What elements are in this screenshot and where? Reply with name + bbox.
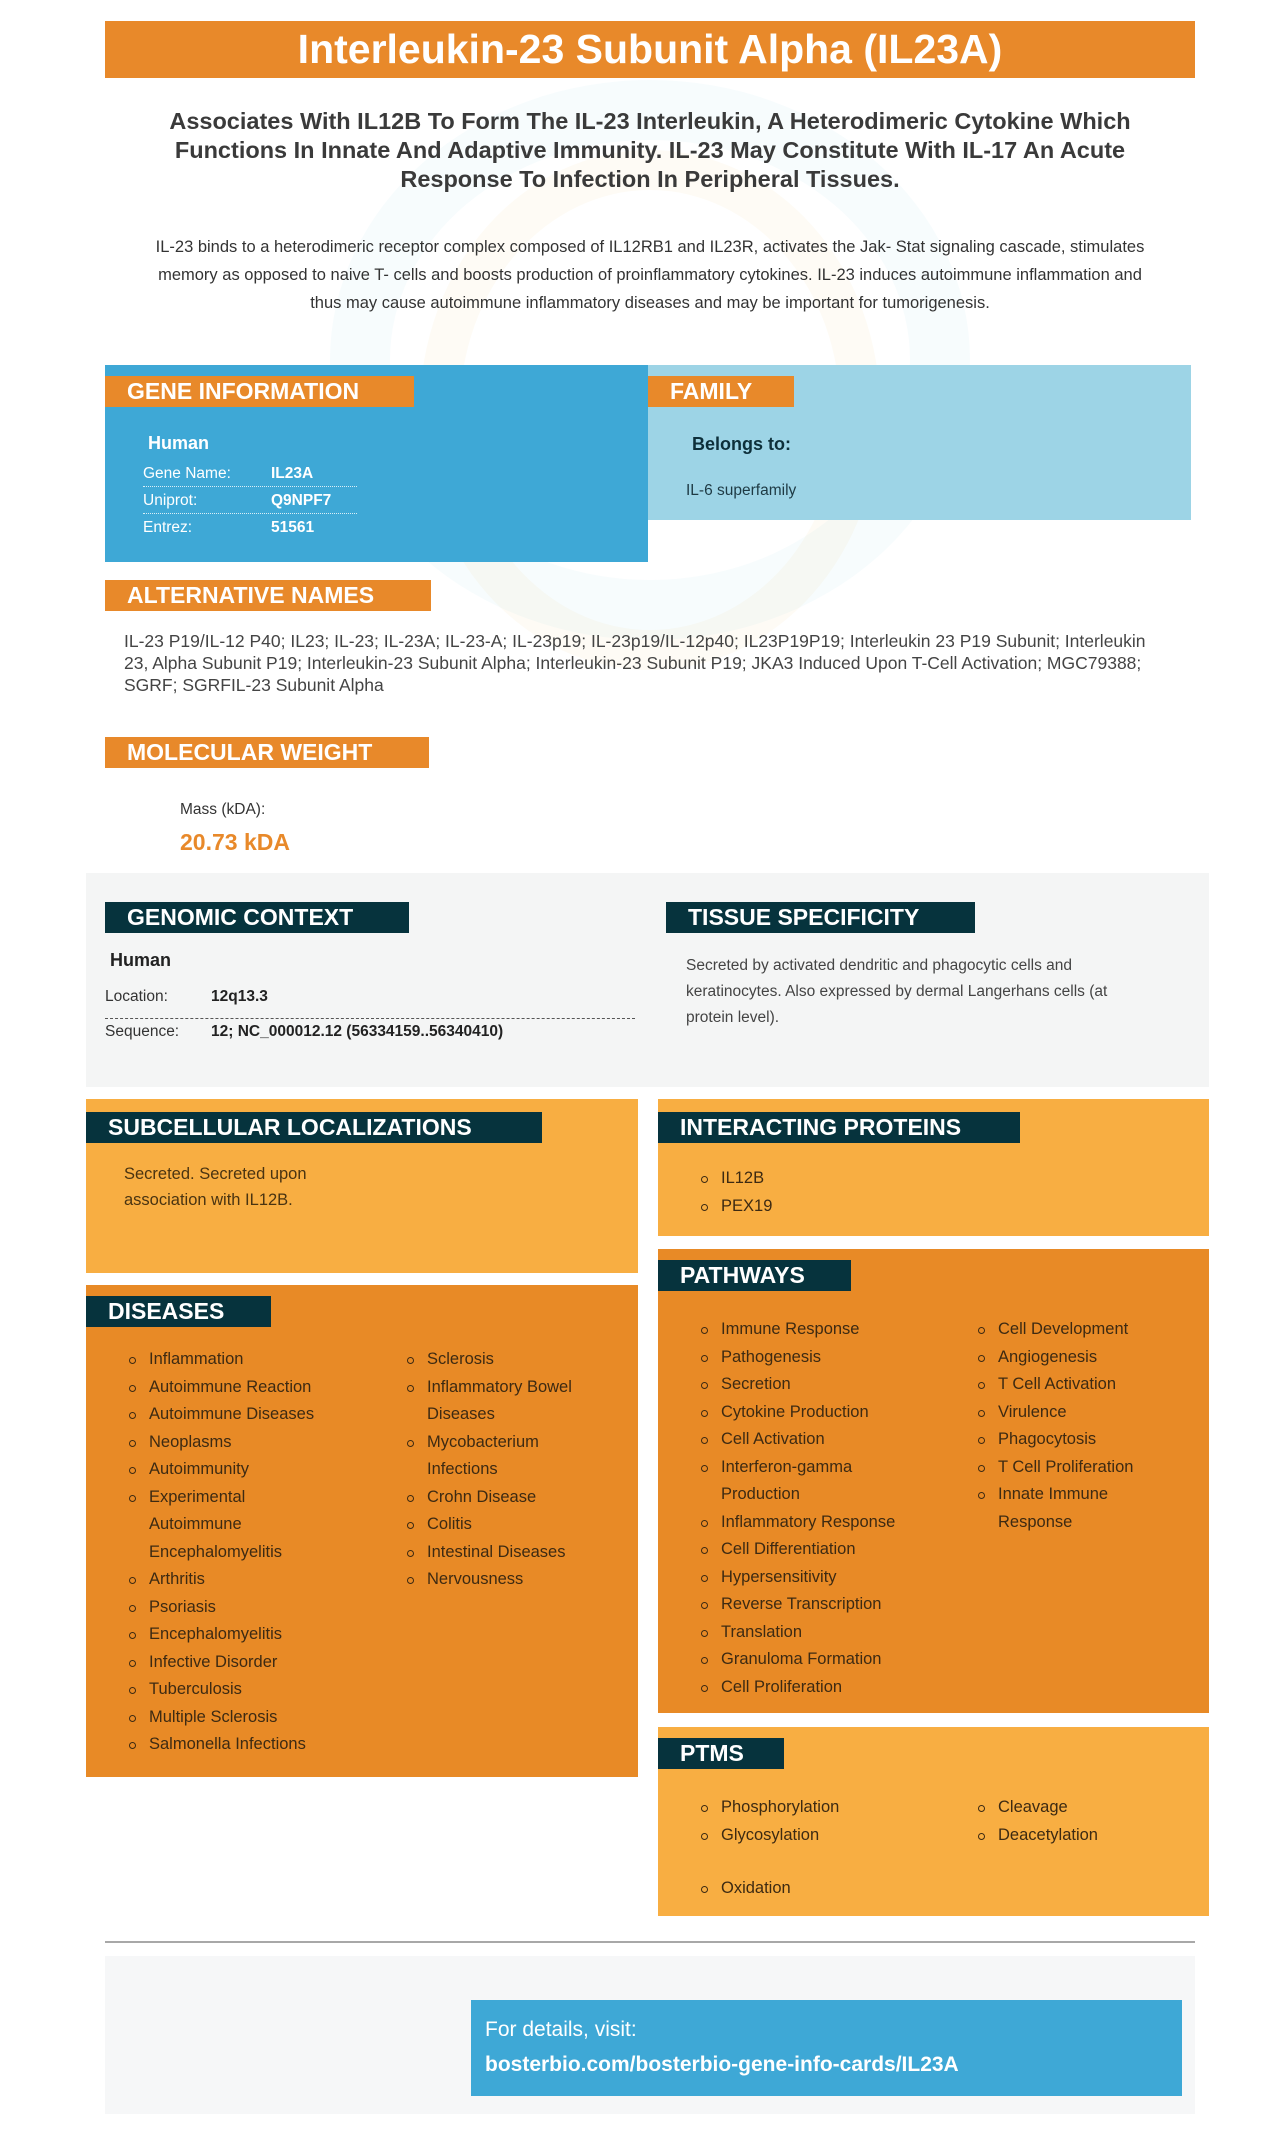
list-item: Colitis bbox=[407, 1511, 597, 1539]
list-item: Experimental Autoimmune Encephalomyelitis bbox=[129, 1484, 279, 1567]
diseases-panel bbox=[86, 1285, 638, 1777]
list-item: Translation bbox=[701, 1619, 931, 1647]
visit-link-box[interactable] bbox=[471, 2000, 1182, 2096]
mass-value: 20.73 kDA bbox=[180, 829, 290, 855]
ptms-heading: PTMS bbox=[658, 1738, 784, 1769]
list-item: Autoimmune Diseases bbox=[129, 1401, 359, 1429]
list-item: Autoimmunity bbox=[129, 1456, 359, 1484]
gene-species: Human bbox=[148, 433, 210, 453]
list-item: Interferon-gamma Production bbox=[701, 1454, 876, 1509]
sequence-value: 12; NC_000012.12 (56334159..56340410) bbox=[211, 1023, 504, 1040]
divider bbox=[143, 486, 357, 487]
list-item: Secretion bbox=[701, 1371, 931, 1399]
genomic-context-heading: GENOMIC CONTEXT bbox=[105, 902, 409, 933]
list-item: Multiple Sclerosis bbox=[129, 1704, 359, 1732]
gene-information-heading: GENE INFORMATION bbox=[105, 376, 414, 407]
list-item: Glycosylation bbox=[701, 1822, 931, 1850]
list-item: Cell Development bbox=[978, 1316, 1168, 1344]
function-summary: IL-23 binds to a heterodimeric receptor complex composed of IL12RB1 and IL23R, activates the Jak- Stat signaling cascade, stimulates memory as opposed to naive T- cells and boosts production of proinflammatory cytokines. IL-23 induces autoimmune inflammation and thus may cause autoimmune inflammatory diseases and may be important for tumorigenesis. bbox=[155, 238, 1145, 312]
list-item: Tuberculosis bbox=[129, 1676, 359, 1704]
alternative-names-heading: ALTERNATIVE NAMES bbox=[105, 580, 431, 611]
list-item: Arthritis bbox=[129, 1566, 359, 1594]
list-item: Mycobacterium Infections bbox=[407, 1429, 597, 1484]
list-item: Oxidation bbox=[701, 1875, 931, 1903]
interacting-proteins-list bbox=[701, 1165, 901, 1220]
pathways-list-col1 bbox=[701, 1316, 931, 1701]
family-value: IL-6 superfamily bbox=[686, 482, 797, 499]
sequence-label: Sequence: bbox=[105, 1023, 180, 1040]
list-item: Cleavage bbox=[978, 1794, 1168, 1822]
genomic-tissue-section bbox=[86, 873, 1209, 1087]
visit-url-link[interactable]: bosterbio.com/bosterbio-gene-info-cards/IL23A bbox=[485, 2053, 959, 2076]
tissue-specificity-text: Secreted by activated dendritic and phagocytic cells and keratinocytes. Also expressed by dermal Langerhans cells (at protein level). bbox=[686, 957, 1108, 1026]
page-title: Interleukin-23 Subunit Alpha (IL23A) bbox=[105, 21, 1195, 78]
list-item: Neoplasms bbox=[129, 1429, 359, 1457]
location-label: Location: bbox=[105, 988, 168, 1005]
alternative-names-text: IL-23 P19/IL-12 P40; IL23; IL-23; IL-23A; IL-23-A; IL-23p19; IL-23p19/IL-12p40; IL23P19P19; Interleukin 23 P19 Subunit; Interleukin 23, Alpha Subunit P19; Interleukin-23 Subunit Alpha; Interleukin-23 Subunit P19; JKA3 Induced Upon T-Cell Activation; MGC79388; SGRF; SGRFIL-23 Subunit Alpha bbox=[124, 631, 1146, 695]
list-item: Cytokine Production bbox=[701, 1399, 931, 1427]
interacting-proteins-panel bbox=[658, 1099, 1209, 1236]
belongs-to-label: Belongs to: bbox=[692, 434, 791, 454]
list-item: Cell Proliferation bbox=[701, 1674, 931, 1702]
divider bbox=[105, 1018, 635, 1019]
diseases-list-col1 bbox=[129, 1346, 359, 1759]
list-item: Cell Activation bbox=[701, 1426, 931, 1454]
list-item: Inflammation bbox=[129, 1346, 359, 1374]
mass-label: Mass (kDA): bbox=[180, 801, 266, 818]
uniprot-value: Q9NPF7 bbox=[271, 492, 332, 509]
family-heading: FAMILY bbox=[648, 376, 794, 407]
genomic-species: Human bbox=[110, 950, 172, 970]
list-item: Virulence bbox=[978, 1399, 1168, 1427]
interacting-proteins-heading: INTERACTING PROTEINS bbox=[658, 1112, 1020, 1143]
subcellular-heading: SUBCELLULAR LOCALIZATIONS bbox=[86, 1112, 542, 1143]
family-panel bbox=[648, 365, 1191, 520]
list-item: Reverse Transcription bbox=[701, 1591, 931, 1619]
location-value: 12q13.3 bbox=[211, 988, 268, 1005]
list-item: Inflammatory Bowel Diseases bbox=[407, 1374, 597, 1429]
footer-divider bbox=[105, 1941, 1195, 1943]
list-item: Salmonella Infections bbox=[129, 1731, 359, 1759]
diseases-heading: DISEASES bbox=[86, 1296, 271, 1327]
gene-name-value: IL23A bbox=[271, 465, 314, 482]
gene-name-label: Gene Name: bbox=[143, 465, 231, 482]
list-item: Phagocytosis bbox=[978, 1426, 1168, 1454]
ptms-panel bbox=[658, 1727, 1209, 1916]
pathways-list-col2 bbox=[978, 1316, 1168, 1536]
list-item: PEX19 bbox=[701, 1193, 901, 1221]
list-item: Nervousness bbox=[407, 1566, 597, 1594]
list-item: Inflammatory Response bbox=[701, 1509, 931, 1537]
tissue-specificity-heading: TISSUE SPECIFICITY bbox=[666, 902, 975, 933]
diseases-list-col2 bbox=[407, 1346, 597, 1594]
list-item: Infective Disorder bbox=[129, 1649, 359, 1677]
list-item: IL12B bbox=[701, 1165, 901, 1193]
list-item: Deacetylation bbox=[978, 1822, 1168, 1850]
molecular-weight-heading: MOLECULAR WEIGHT bbox=[105, 737, 429, 768]
list-item: Pathogenesis bbox=[701, 1344, 931, 1372]
list-item: Hypersensitivity bbox=[701, 1564, 931, 1592]
divider bbox=[143, 513, 357, 514]
list-item: T Cell Proliferation bbox=[978, 1454, 1168, 1482]
list-item: Cell Differentiation bbox=[701, 1536, 931, 1564]
list-item: Sclerosis bbox=[407, 1346, 597, 1374]
list-item: Phosphorylation bbox=[701, 1794, 931, 1822]
pathways-heading: PATHWAYS bbox=[658, 1260, 851, 1291]
visit-label: For details, visit: bbox=[485, 2018, 637, 2041]
entrez-label: Entrez: bbox=[143, 519, 193, 536]
pathways-panel bbox=[658, 1249, 1209, 1713]
list-item: Angiogenesis bbox=[978, 1344, 1168, 1372]
list-item: Innate Immune Response bbox=[978, 1481, 1118, 1536]
list-item: Immune Response bbox=[701, 1316, 931, 1344]
function-headline: Associates With IL12B To Form The IL-23 Interleukin, A Heterodimeric Cytokine Which Functions In Innate And Adaptive Immunity. IL-23 May Constitute With IL-17 An Acute Response To Infection In Peripheral Tissues. bbox=[169, 108, 1131, 192]
ptms-list-col1 bbox=[701, 1794, 931, 1849]
list-item: Crohn Disease bbox=[407, 1484, 597, 1512]
uniprot-label: Uniprot: bbox=[143, 492, 198, 509]
list-item: Autoimmune Reaction bbox=[129, 1374, 359, 1402]
ptms-list-col3 bbox=[701, 1875, 931, 1903]
entrez-value: 51561 bbox=[271, 519, 315, 536]
list-item: Psoriasis bbox=[129, 1594, 359, 1622]
subcellular-panel bbox=[86, 1099, 638, 1273]
subcellular-text: Secreted. Secreted upon association with IL12B. bbox=[124, 1165, 307, 1209]
gene-information-panel bbox=[105, 365, 648, 562]
list-item: Granuloma Formation bbox=[701, 1646, 931, 1674]
list-item: Intestinal Diseases bbox=[407, 1539, 597, 1567]
list-item: T Cell Activation bbox=[978, 1371, 1168, 1399]
list-item: Encephalomyelitis bbox=[129, 1621, 359, 1649]
ptms-list-col2 bbox=[978, 1794, 1168, 1849]
